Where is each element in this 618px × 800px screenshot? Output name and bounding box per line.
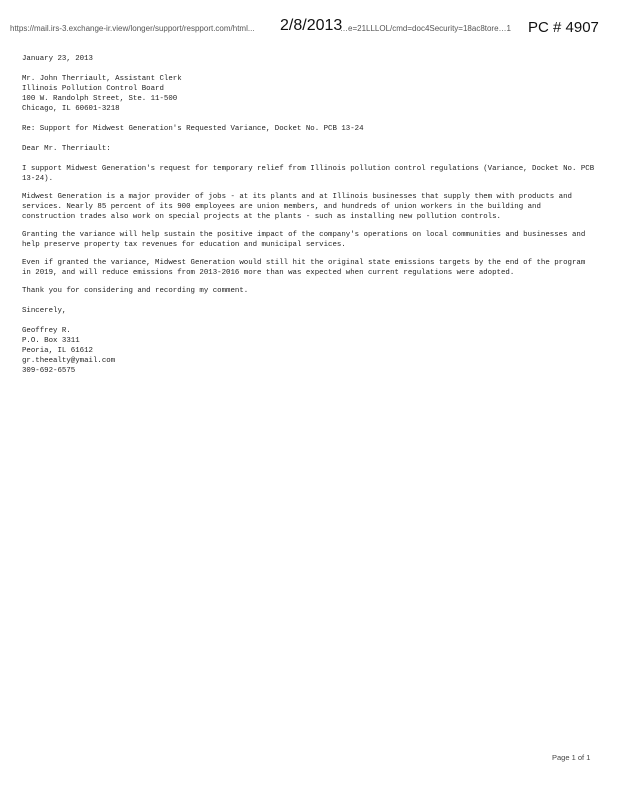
body-paragraph: Granting the variance will help sustain the positive impact of the company's operations on local communities and businesses and help preserve property tax revenues for education and municipal services. <box>22 231 586 249</box>
body-paragraph: I support Midwest Generation's request for temporary relief from Illinois pollution control regulations (Variance, Docket No. PCB 13-24). <box>22 165 595 183</box>
body-paragraph: Even if granted the variance, Midwest Generation would still hit the original state emissions targets by the end of the program in 2019, and will reduce emissions from 2013-2016 more than was expected when current regulations were adopted. <box>22 259 586 277</box>
letter-body <box>22 54 597 376</box>
signature-line: 309-692-6575 <box>22 367 76 375</box>
signature-line: Geoffrey R. <box>22 327 71 335</box>
salutation: Dear Mr. Therriault: <box>22 145 111 153</box>
header-date-stamp: 2/8/2013 <box>280 17 343 34</box>
re-line: Re: Support for Midwest Generation's Requested Variance, Docket No. PCB 13-24 <box>22 125 364 133</box>
signature-line: Peoria, IL 61612 <box>22 347 93 355</box>
recipient-line: Mr. John Therriault, Assistant Clerk <box>22 75 182 83</box>
letter-date: January 23, 2013 <box>22 55 93 63</box>
page-number: Page 1 of 1 <box>552 753 591 762</box>
recipient-line: Illinois Pollution Control Board <box>22 85 164 93</box>
body-paragraph: Midwest Generation is a major provider of jobs - at its plants and at Illinois businesses that supply them with products and services. Nearly 85 percent of its 900 employees are union members, and hundreds of union workers in the building and construction trades also work on special projects at the plants - such as installing new pollution controls. <box>22 193 572 221</box>
signature-block <box>22 326 597 376</box>
public-comment-number: PC # 4907 <box>528 19 599 36</box>
header-url-left: https://mail.irs-3.exchange-ir.view/longer/support/respport.com/html... <box>10 24 255 33</box>
recipient-address-block <box>22 74 597 114</box>
recipient-line: Chicago, IL 60601-3218 <box>22 105 120 113</box>
header-url-right: …e=21LLLOL/cmd=doc4Security=18ac8tore…1 <box>340 24 511 33</box>
recipient-line: 100 W. Randolph Street, Ste. 11-500 <box>22 95 178 103</box>
signature-line: P.O. Box 3311 <box>22 337 80 345</box>
closing: Sincerely, <box>22 307 67 315</box>
signature-line: gr.theealty@ymail.com <box>22 357 116 365</box>
body-paragraph: Thank you for considering and recording my comment. <box>22 287 249 295</box>
